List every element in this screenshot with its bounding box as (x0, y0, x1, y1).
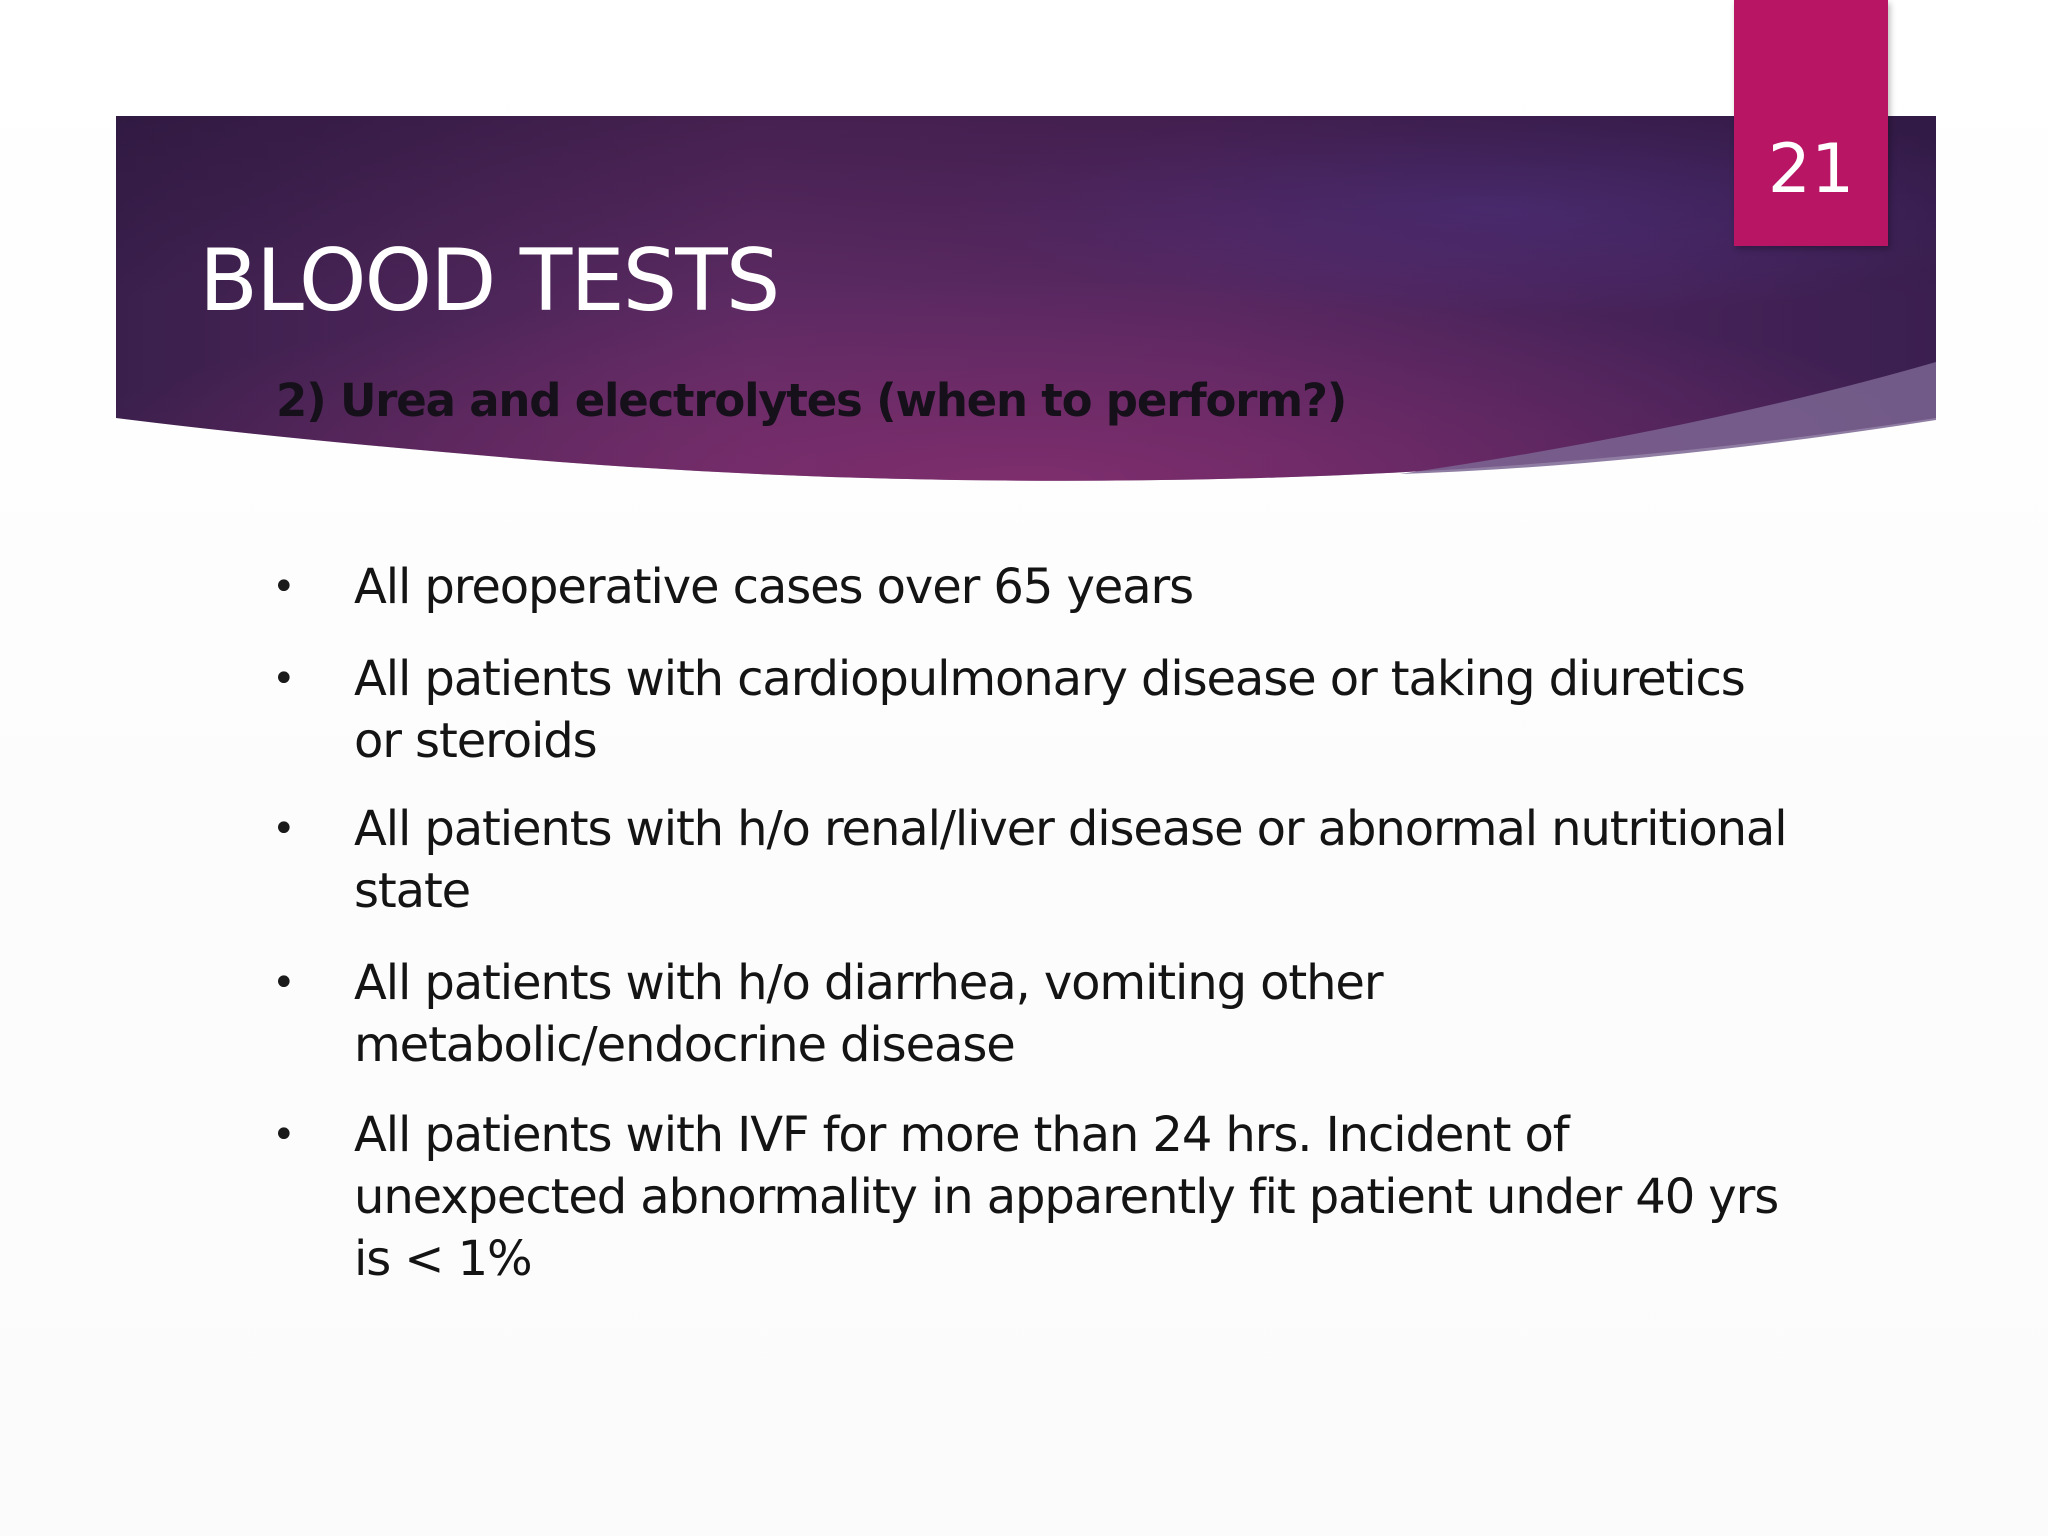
bullet-marker: • (272, 656, 296, 702)
bullet-marker: • (272, 564, 296, 610)
bullet-marker: • (272, 806, 296, 852)
bullet-text: All patients with IVF for more than 24 hrs. Incident of unexpected abnormality in apparently fit patient under 40 yrs is < 1% (354, 1107, 1779, 1287)
bullet-text: All patients with cardiopulmonary disease or taking diuretics or steroids (354, 651, 1745, 769)
page-number: 21 (1767, 130, 1855, 209)
slide-title: BLOOD TESTS (199, 231, 779, 331)
bullet-marker: • (272, 960, 296, 1006)
bullet-text: All patients with h/o diarrhea, vomiting other metabolic/endocrine disease (354, 955, 1383, 1073)
bullet-text: All patients with h/o renal/liver disease or abnormal nutritional state (354, 801, 1787, 919)
bullet-text: All preoperative cases over 65 years (354, 559, 1194, 615)
slide-subtitle: 2) Urea and electrolytes (when to perform?) (276, 374, 1347, 427)
bullet-marker: • (272, 1112, 296, 1158)
